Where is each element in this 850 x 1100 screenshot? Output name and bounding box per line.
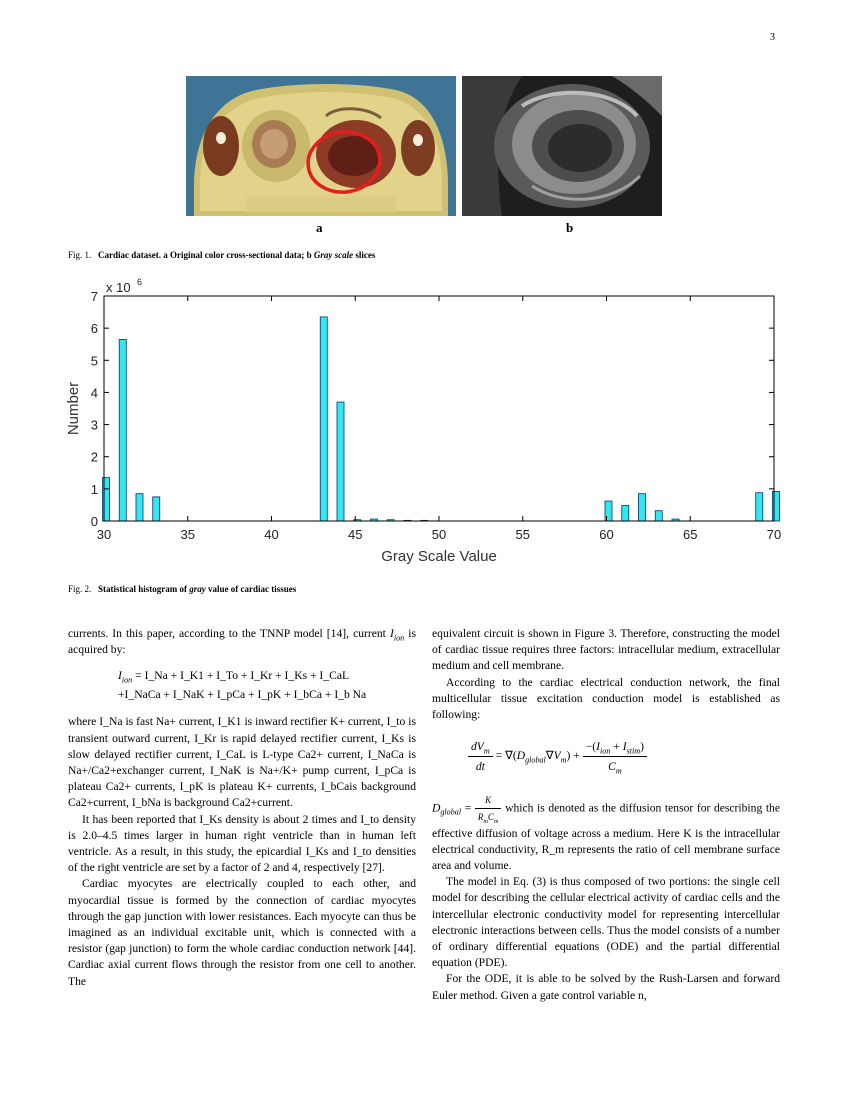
y-axis-multiplier: x 10 xyxy=(106,280,131,295)
right-paragraph-5: For the ODE, it is able to be solved by the Rush-Larsen and forward Euler method. Given a gate control variable n, xyxy=(432,972,780,1002)
figure-1-caption-text-end: slices xyxy=(353,250,376,260)
y-axis-label: Number xyxy=(65,381,82,436)
histogram-bar xyxy=(756,493,763,521)
dvm-dt-fraction: $\frac{dV_m}{dt}$ xyxy=(468,737,493,776)
figure-2-caption-text: Statistical histogram of xyxy=(98,584,190,594)
right-paragraph-3: $D_{global}$ = $\frac{K}{R_mC_m}$ which is denoted as the diffusion tensor for describing the effective diffusion of voltage across a medium. Here K is the intracellular electrical conductivity, R_m represents the ratio of cell membrane surface area and volume. xyxy=(432,792,780,874)
left-paragraph-1 xyxy=(68,626,416,658)
x-tick-label: 70 xyxy=(766,527,782,542)
x-tick-label: 30 xyxy=(96,527,112,542)
x-tick-label: 45 xyxy=(348,527,363,542)
left-paragraph-4: Cardiac myocytes are electrically coupled to each other, and myocardial tissue is formed by the connection of cardiac myocytes through the gap junction with lower resistances. Each myocyte can thus be imagined as an individual excitable unit, which is connected with a resistor (gap junction) to form the whole cardiac conduction network [44]. Cardiac axial current flows through the resistor from one cell to another. The xyxy=(68,877,416,988)
left-text-column xyxy=(68,626,416,990)
conduction-equation: $\frac{dV_m}{dt}$ = $\nabla(D_{global}\nabla V_m)$ + $\frac{-(I_{ion} + I_{stim})}{C_m}$ xyxy=(432,737,780,776)
equation-line-2: +I_NaCa + I_NaK + I_pCa + I_pK + I_bCa + I_b Na xyxy=(118,688,367,702)
left-p1-end: is acquired by: xyxy=(68,627,417,657)
x-tick-label: 65 xyxy=(683,527,698,542)
i-ion-symbol: I xyxy=(389,627,394,640)
gray-scale-slice-image xyxy=(462,76,662,216)
right-paragraph-1: equivalent circuit is shown in Figure 3. Therefore, constructing the model of cardiac tissue requires three factors: intracellular medium, extracellular medium and cell membrane. xyxy=(432,627,780,673)
left-p1-text: currents. In this paper, according to the TNNP model [14], current xyxy=(68,627,386,640)
y-tick-label: 6 xyxy=(90,321,98,337)
histogram-bar xyxy=(622,506,629,521)
left-paragraph-2: where I_Na is fast Na+ current, I_K1 is inward rectifier K+ current, I_to is transient outward current, I_Kr is rapid delayed rectifier current, I_Ks is slow delayed rectifier current, I_CaL is L-type Ca2+ current, I_NaCa is Na+/Ca2+exchanger current, I_NaK is Na+/K+ pump current, I_pCa is plateau Ca2+ currents, I_pK is plateau K+ currents, I_bCais background Ca2+current, I_bNa is background Ca2+current. xyxy=(68,715,416,810)
figure-1 xyxy=(186,76,662,236)
right-paragraph-4: The model in Eq. (3) is thus composed of two portions: the single cell model for describing the cellular electrical activity of cardiac cells and the intercellular electronic conductivity model for representing intercellular electronic interactions between cells. Thus the model consists of a number of ordinary differential equations (ODE) and the partial differential equation (PDE). xyxy=(432,875,780,970)
y-tick-label: 0 xyxy=(90,514,98,529)
figure-2-number: Fig. 2. xyxy=(68,584,92,594)
histogram-bar xyxy=(655,511,662,521)
figure-2-caption-text-end: value of cardiac tissues xyxy=(205,584,297,594)
figure-1-caption xyxy=(68,250,375,260)
i-ion-variable xyxy=(389,627,405,643)
right-p3-text: which is denoted as the diffusion tensor for describing the effective diffusion of voltage across a medium. Here K is the intracellular electrical conductivity, R_m represents the ratio of cell membrane surface area and volume. xyxy=(432,801,781,873)
left-paragraph-3: It has been reported that I_Ks density is about 2 times and I_to density is 2.0–4.5 times larger in human right ventricle than in human left ventricle. As a result, in this study, the epicardial I_Ks and I_to densities of the right ventricle are set by a factor of 2 and 4, respectively [27]. xyxy=(68,812,416,875)
x-tick-label: 35 xyxy=(180,527,195,542)
figure-2-caption xyxy=(68,584,296,594)
x-tick-label: 60 xyxy=(599,527,614,542)
y-axis-multiplier-exponent: 6 xyxy=(137,277,143,287)
histogram-bar xyxy=(153,497,160,521)
page-number: 3 xyxy=(770,32,775,43)
x-tick-label: 50 xyxy=(431,527,447,542)
i-ion-subscript: ion xyxy=(393,633,405,643)
histogram-bar xyxy=(136,494,143,521)
y-tick-label: 5 xyxy=(90,353,98,369)
y-tick-label: 3 xyxy=(90,417,98,433)
y-tick-label: 4 xyxy=(90,385,98,401)
figure-2-caption-emphasis: gray xyxy=(189,584,206,594)
histogram-bar xyxy=(337,402,344,521)
figure-1-label-b: b xyxy=(566,220,574,235)
equation-line-1-text: = I_Na + I_K1 + I_To + I_Kr + I_Ks + I_CaL xyxy=(135,669,350,683)
histogram-bar xyxy=(119,339,126,521)
y-tick-label: 7 xyxy=(90,289,98,304)
color-cross-section-image xyxy=(186,76,456,216)
current-over-capacitance-fraction: $\frac{-(I_{ion} + I_{stim})}{C_m}$ xyxy=(583,737,647,776)
figure-1-caption-text: Cardiac dataset. a Original color cross-sectional data; b xyxy=(98,250,314,260)
histogram-chart xyxy=(60,276,790,570)
histogram-bar xyxy=(638,494,645,521)
equation-line-1: $I_{ion}$ = I_Na + I_K1 + I_To + I_Kr + I_Ks + I_CaL xyxy=(118,669,350,685)
right-text-column xyxy=(432,626,780,1004)
x-tick-label: 40 xyxy=(264,527,279,542)
x-tick-label: 55 xyxy=(515,527,530,542)
right-paragraph-2: According to the cardiac electrical conduction network, the final multicellular tissue excitation conduction model is established as following: xyxy=(432,675,780,722)
diffusion-tensor-fraction: $\frac{K}{R_mC_m}$ xyxy=(475,792,502,825)
y-tick-label: 1 xyxy=(90,481,98,497)
ion-current-equation xyxy=(68,666,416,704)
x-axis-label: Gray Scale Value xyxy=(381,548,497,565)
y-tick-label: 2 xyxy=(90,449,98,465)
figure-1-number: Fig. 1. xyxy=(68,250,92,260)
figure-1-caption-emphasis: Gray scale xyxy=(313,250,354,260)
histogram-bar xyxy=(320,317,327,521)
figure-1-label-a: a xyxy=(316,220,323,235)
